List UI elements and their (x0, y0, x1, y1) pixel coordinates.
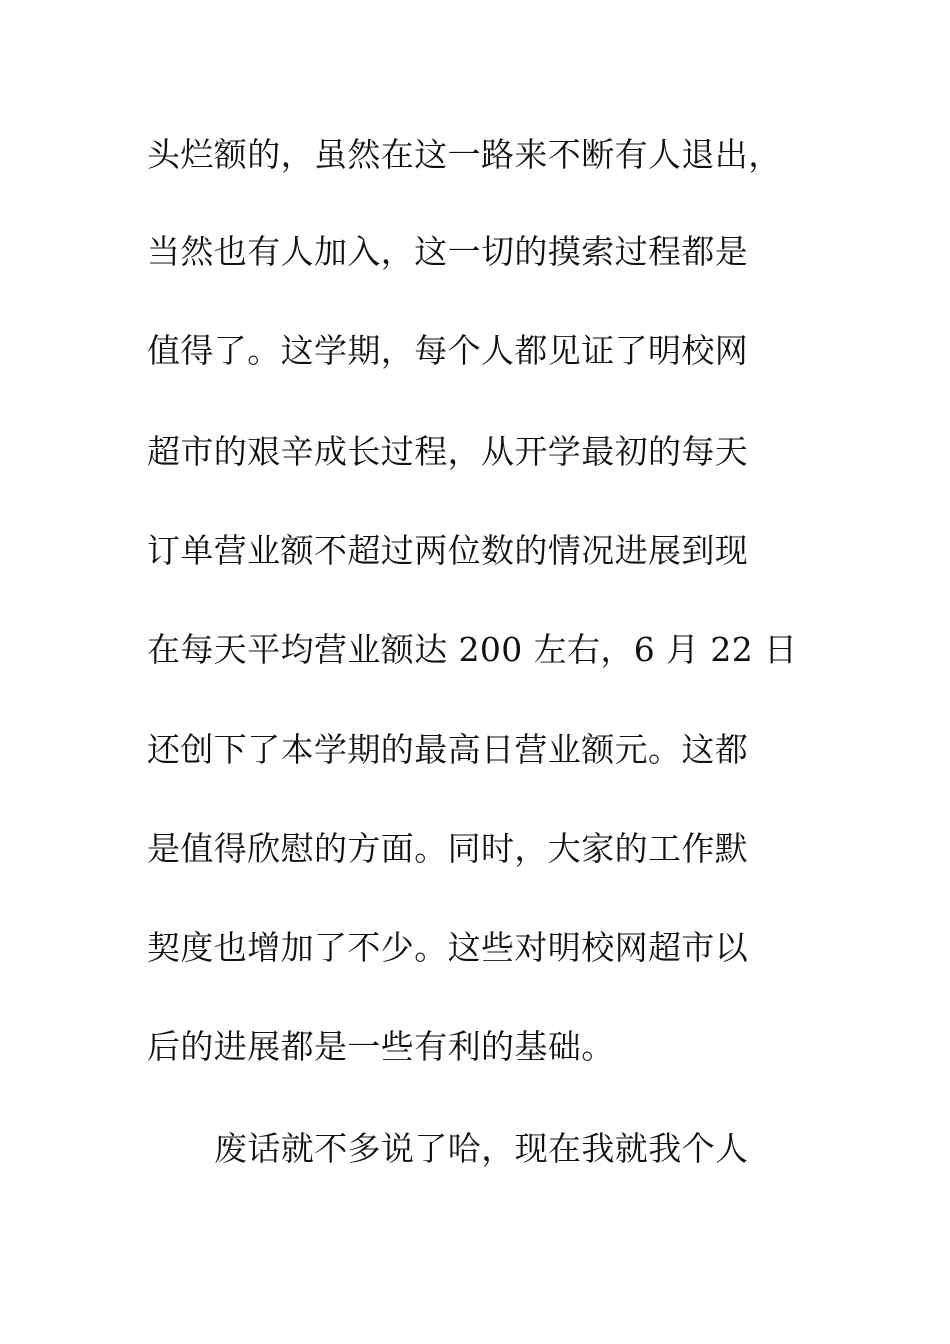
text-line-3: 值得了。这学期，每个人都见证了明校网 (147, 331, 749, 370)
text-line-10: 后的进展都是一些有利的基础。 (147, 1027, 615, 1066)
text-line-5: 订单营业额不超过两位数的情况进展到现 (147, 531, 749, 570)
text-line-6: 在每天平均营业额达 200 左右，6 月 22 日 (147, 630, 798, 669)
text-line-2: 当然也有人加入，这一切的摸索过程都是 (147, 232, 749, 271)
text-line-8: 是值得欣慰的方面。同时，大家的工作默 (147, 829, 749, 868)
text-line-1: 头烂额的，虽然在这一路来不断有人退出， (147, 135, 782, 174)
text-line-11-paragraph-start: 废话就不多说了哈，现在我就我个人 (214, 1129, 749, 1168)
text-line-4: 超市的艰辛成长过程，从开学最初的每天 (147, 432, 749, 471)
text-line-9: 契度也增加了不少。这些对明校网超市以 (147, 928, 749, 967)
text-line-7: 还创下了本学期的最高日营业额元。这都 (147, 730, 749, 769)
